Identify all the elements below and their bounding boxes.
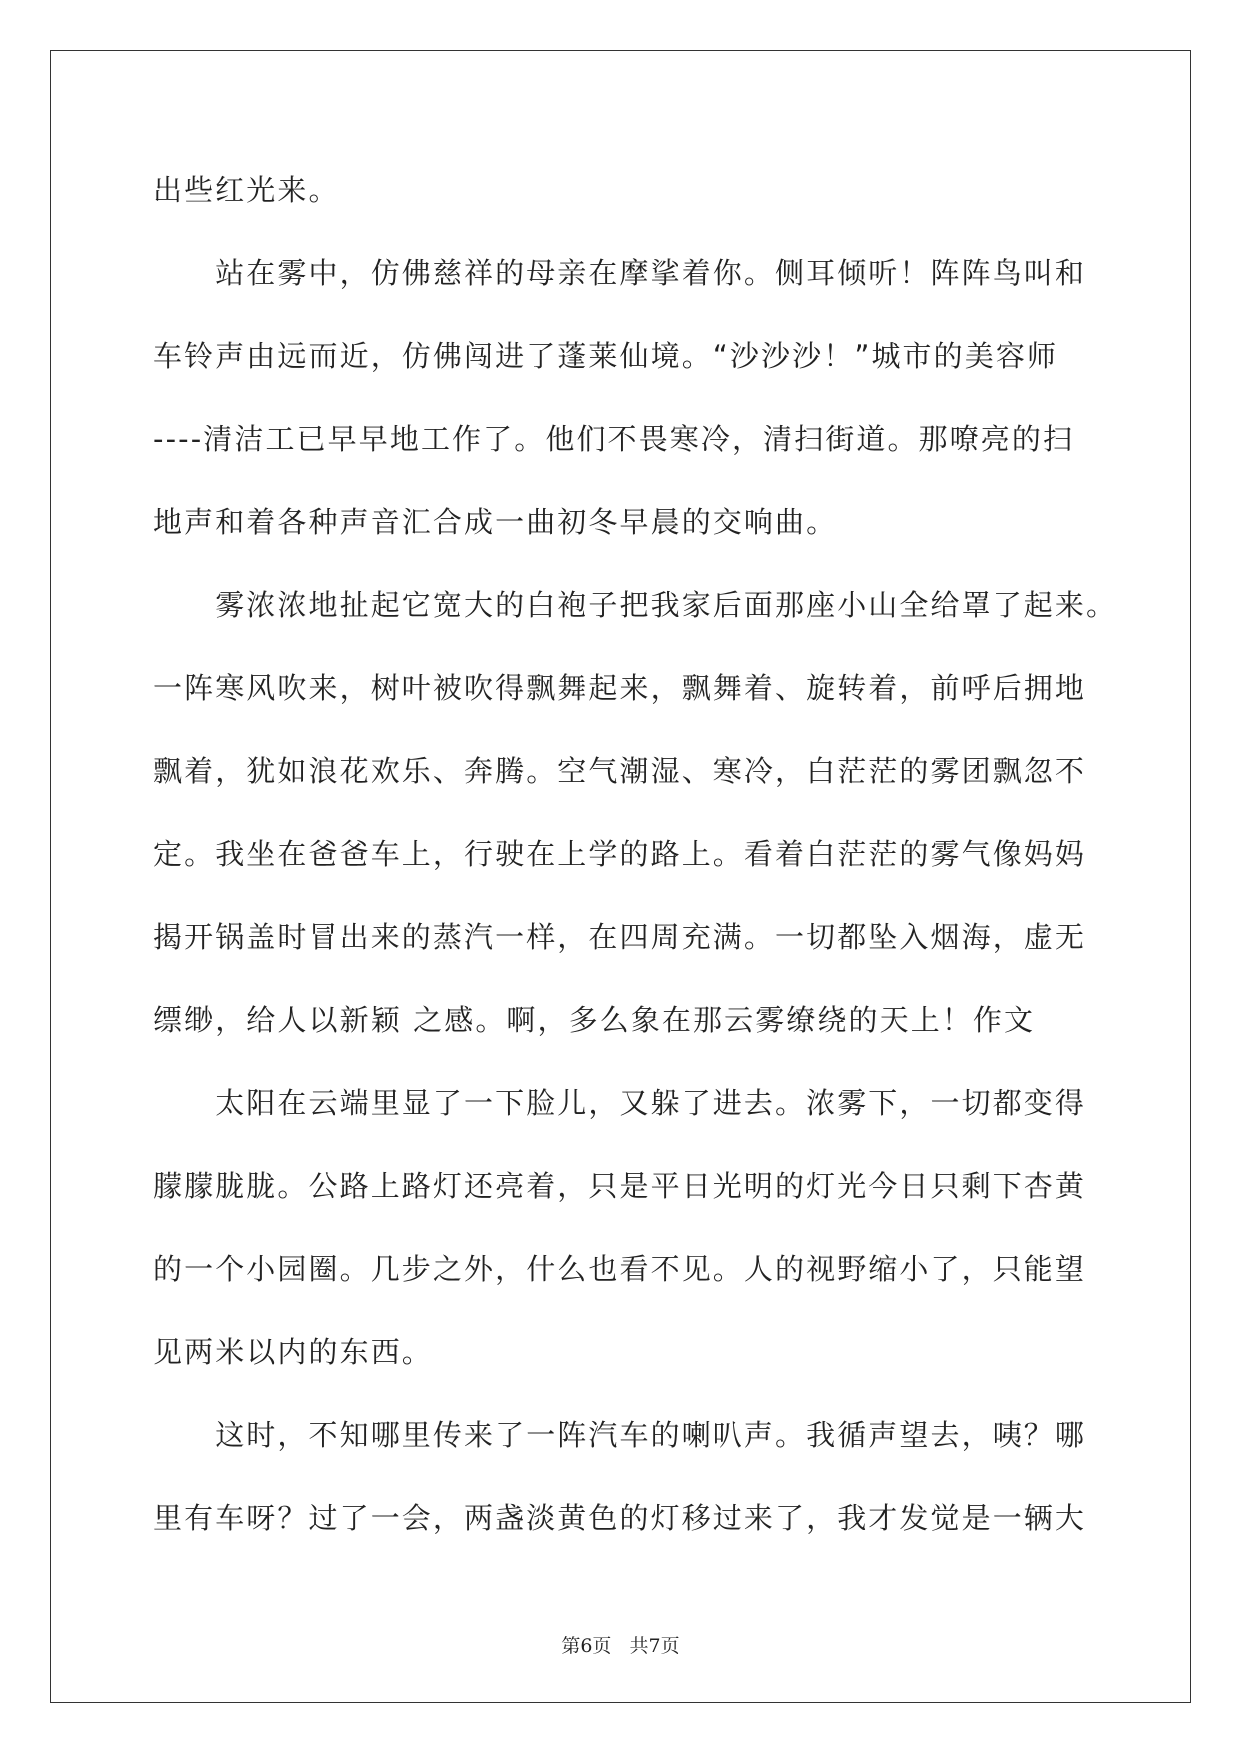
text-line: 的一个小园圈。几步之外，什么也看不见。人的视野缩小了，只能望 [153,1252,1087,1286]
text-line: 飘着，犹如浪花欢乐、奔腾。空气潮湿、寒冷，白茫茫的雾团飘忽不 [153,754,1087,788]
text-line: 揭开锅盖时冒出来的蒸汽一样，在四周充满。一切都坠入烟海，虚无 [153,920,1087,954]
text-line: 站在雾中，仿佛慈祥的母亲在摩挲着你。侧耳倾听！阵阵鸟叫和 [153,256,1087,290]
text-line: 里有车呀？过了一会，两盏淡黄色的灯移过来了，我才发觉是一辆大 [153,1501,1087,1535]
text-line: 这时，不知哪里传来了一阵汽车的喇叭声。我循声望去，咦？哪 [153,1418,1087,1452]
text-line: 出些红光来。 [153,173,340,207]
text-line: 一阵寒风吹来，树叶被吹得飘舞起来，飘舞着、旋转着，前呼后拥地 [153,671,1087,705]
text-line: 太阳在云端里显了一下脸儿，又躲了进去。浓雾下，一切都变得 [153,1086,1087,1120]
page-border [50,50,1191,1703]
text-line: 朦朦胧胧。公路上路灯还亮着，只是平日光明的灯光今日只剩下杏黄 [153,1169,1087,1203]
text-line: 车铃声由远而近，仿佛闯进了蓬莱仙境。“沙沙沙！”城市的美容师 [153,339,1059,373]
text-line: 见两米以内的东西。 [153,1335,433,1369]
page-number: 第6页 共7页 [561,1635,680,1657]
text-line: 缥缈，给人以新颖 之感。啊，多么象在那云雾缭绕的天上！作文 [153,1003,1036,1037]
text-line: 雾浓浓地扯起它宽大的白袍子把我家后面那座小山全给罩了起来。 [153,588,1118,622]
text-line: 定。我坐在爸爸车上，行驶在上学的路上。看着白茫茫的雾气像妈妈 [153,837,1087,871]
text-line: ----清洁工已早早地工作了。他们不畏寒冷，清扫街道。那嘹亮的扫 [153,422,1075,456]
text-line: 地声和着各种声音汇合成一曲初冬早晨的交响曲。 [153,505,838,539]
